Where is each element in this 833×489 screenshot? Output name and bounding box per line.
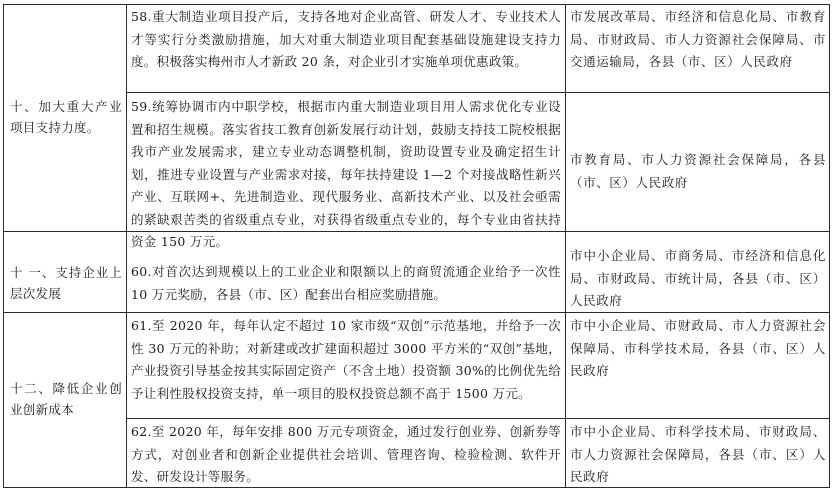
measure-text: 60.对首次达到规模以上的工业企业和限额以上的商贸流通企业给予一次性 10 万元奖励，各县（市、区）配套出台相应奖励措施。 xyxy=(131,264,561,302)
category-text: 十 一、支持企业上层次发展 xyxy=(10,265,122,301)
category-cell xyxy=(10,96,122,166)
table-border-top xyxy=(3,4,830,5)
table-row-divider xyxy=(3,231,830,232)
department-text: 市中小企业局、市财政局、市人力资源社会保障局、市科学技术局，各县（市、区）人民政府 xyxy=(570,318,826,378)
table-row-divider xyxy=(3,312,830,313)
measure-cell xyxy=(131,6,561,92)
measure-text: 58.重大制造业项目投产后，支持各地对企业高管、研发人才、专业技术人才等实行分类激励措施，加大对重大制造业项目配套基础设施建设支持力度。积极落实梅州市人才新政 20 条，对企业引才实施单项优惠政策。 xyxy=(131,9,561,69)
category-cell xyxy=(10,378,122,422)
measure-cell xyxy=(131,261,561,311)
department-text: 市中小企业局、市科学技术局、市财政局、市人力资源社会保障局，各县（市、区）人民政府 xyxy=(570,424,826,484)
department-text: 市中小企业局、市商务局、市经济和信息化局、市财政局、市统计局，各县（市、区）人民政府 xyxy=(570,248,826,308)
table-column-divider xyxy=(565,4,566,488)
category-text: 十、加大重大产业项目支持力度。 xyxy=(10,99,122,135)
measure-cell xyxy=(131,96,561,249)
department-text: 市发展改革局、市经济和信息化局、市教育局、市财政局、市人力资源社会保障局、市交通运输局，各县（市、区）人民政府 xyxy=(570,9,826,69)
measure-text: 62.至 2020 年，每年安排 800 万元专项资金，通过发行创业券、创新券等方式，对创业者和创新企业提供社会培训、管理咨询、检验检测、软件开发、研发设计等服务。 xyxy=(131,424,561,484)
table-border-right xyxy=(829,4,830,488)
measure-cell xyxy=(131,315,561,418)
category-text: 十二、降低企业创业创新成本 xyxy=(10,381,122,417)
department-cell xyxy=(570,315,826,418)
measure-text: 61.至 2020 年，每年认定不超过 10 家市级“双创”示范基地，并给予一次性 30 万元的补助；对新建或改扩建面积超过 3000 平方米的“双创”基地，产业投资引导基金按其实际固定资产（不含土地）投资额 30%的比例优先给予让利性股权投资支持，单一项目的股权投资总额不高于 1500 万元。 xyxy=(131,318,561,401)
table-border-bottom xyxy=(3,487,830,488)
department-cell xyxy=(570,6,826,92)
table-row-divider xyxy=(126,92,830,93)
table-border-left xyxy=(3,4,4,488)
measure-text: 59.统筹协调市内中职学校，根据市内重大制造业项目用人需求优化专业设置和招生规模。落实省技工教育创新发展行动计划，鼓励支持技工院校根据我市产业发展需求，建立专业动态调整机制，资助设置专业及确定招生计划，推进专业设置与产业需求对接，每年扶持建设 1—2 个对接战略性新兴产业、互联网+、先进制造业、现代服务业、高新技术产业、以及社会亟需的紧缺艰苦类的省级重点专业，对获得省级重点专业的，每个专业由省扶持资金 150 万元。 xyxy=(131,99,561,249)
department-cell xyxy=(570,245,826,311)
category-cell xyxy=(10,262,122,306)
department-text: 市教育局、市人力资源社会保障局，各县（市、区）人民政府 xyxy=(570,152,826,190)
measure-cell xyxy=(131,421,561,487)
department-cell xyxy=(570,149,826,199)
table-column-divider xyxy=(126,4,127,488)
table-row-divider xyxy=(126,418,830,419)
department-cell xyxy=(570,421,826,487)
